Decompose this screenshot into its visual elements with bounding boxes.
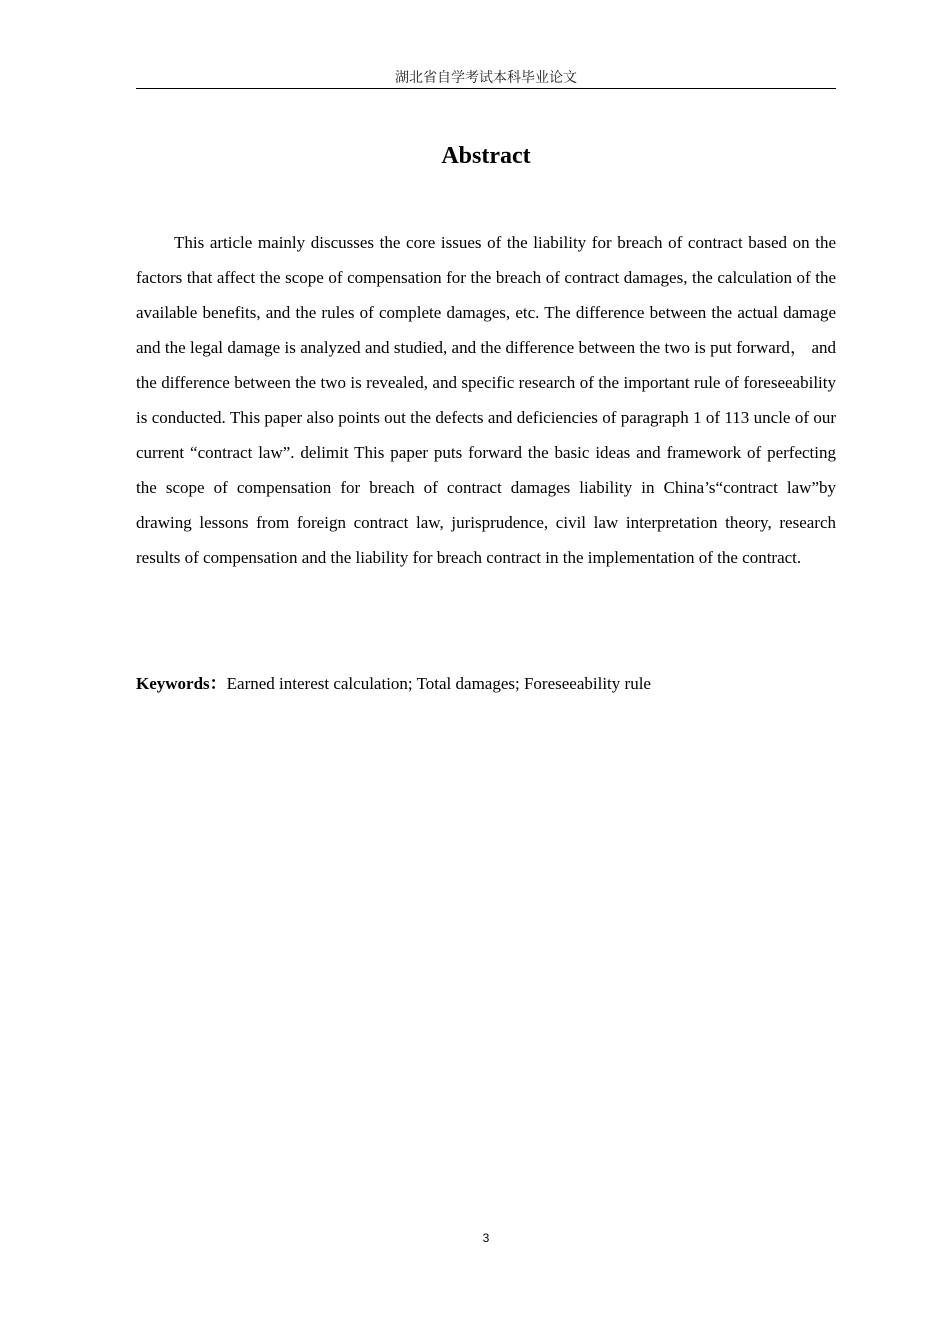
running-header: 湖北省自学考试本科毕业论文 [395, 70, 577, 86]
abstract-title: Abstract [441, 143, 531, 169]
page-number: 3 [482, 1231, 490, 1245]
abstract-body: This article mainly discusses the core issues of the liability for breach of contract based on the factors that affect the scope of compensation for the breach of contract damages, the calculation of the available benefits, and the rules of complete damages, etc. The difference between the actual damage and the legal damage is analyzed and studied, and the difference between the two is put forward， and the difference between the two is revealed, and specific research of the important rule of foreseeability is conducted. This paper also points out the defects and deficiencies of paragraph 1 of 113 uncle of our current “contract law”. delimit This paper puts forward the basic ideas and framework of perfecting the scope of compensation for breach of contract damages liability in China’s“contract law”by drawing lessons from foreign contract law, jurisprudence, civil law interpretation theory, research results of compensation and the liability for breach contract in the implementation of the contract. [136, 233, 836, 567]
keywords-value: Earned interest calculation; Total damages; Foreseeability rule [226, 674, 651, 693]
header-rule [136, 88, 836, 89]
keywords-label: Keywords： [136, 674, 227, 693]
keywords-line [136, 670, 836, 698]
